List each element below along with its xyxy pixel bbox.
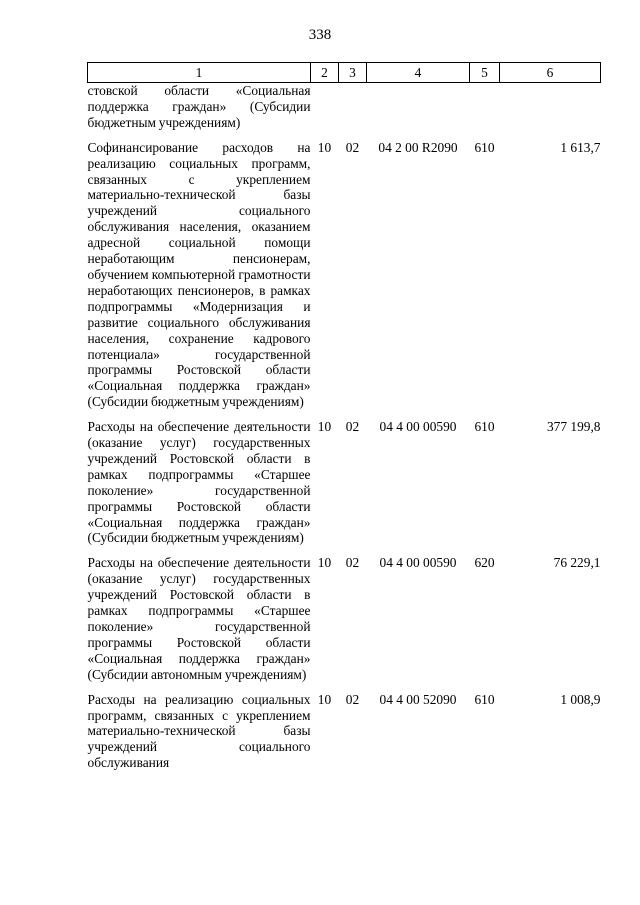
row-subsection: 02: [345, 555, 360, 571]
budget-table: [87, 62, 601, 771]
table-header-row: [88, 63, 601, 83]
table-row: [88, 131, 601, 410]
row-amount: 377 199,8: [546, 419, 601, 435]
row-subsection: 02: [345, 419, 360, 435]
header-col-3: 3: [339, 63, 367, 83]
header-col-5: 5: [470, 63, 500, 83]
row-section: 10: [317, 419, 332, 435]
row-target-code: 04 2 00 R2090: [378, 139, 458, 155]
row-expense-type: 620: [474, 555, 495, 571]
row-name: стовской области «Социальная поддержка граждан» (Субсидии бюджетным учреждениям): [87, 83, 311, 130]
table-row: [88, 410, 601, 546]
row-amount: 1 008,9: [560, 691, 601, 707]
row-section: [311, 83, 339, 131]
header-col-2: 2: [311, 63, 339, 83]
row-expense-type: [470, 83, 500, 131]
header-col-1: 1: [88, 63, 311, 83]
row-amount: 76 229,1: [553, 555, 601, 571]
header-col-4: 4: [367, 63, 470, 83]
row-expense-type: 610: [474, 139, 495, 155]
row-amount: [500, 83, 601, 131]
table-row: [88, 83, 601, 131]
table-row: [88, 546, 601, 682]
row-section: 10: [317, 691, 332, 707]
row-section: 10: [317, 555, 332, 571]
row-name: Расходы на обеспечение деятельности (оказание услуг) государственных учреждений Ростовской области в рамках подпрограммы «Старшее поколение» государственной программы Ростовской области «Социальная поддержка граждан» (Субсидии бюджетным учреждениям): [87, 419, 311, 546]
row-target-code: 04 4 00 00590: [379, 555, 457, 571]
row-section: 10: [317, 139, 332, 155]
row-subsection: 02: [345, 691, 360, 707]
header-col-6: 6: [500, 63, 601, 83]
row-amount: 1 613,7: [560, 139, 601, 155]
row-target-code: [367, 83, 470, 131]
row-subsection: 02: [345, 139, 360, 155]
row-name: Софинансирование расходов на реализацию социальных программ, связанных с укреплением материально-технической базы учреждений социального обслуживания населения, оказанием адресной социальной помощи неработающим пенсионерам, обучением компьютерной грамотности неработающих пенсионеров, в рамках подпрограммы «Модернизация и развитие социального обслуживания населения, сохранение кадрового потенциала» государственной программы Ростовской области «Социальная поддержка граждан» (Субсидии бюджетным учреждениям): [87, 139, 311, 410]
row-expense-type: 610: [474, 691, 495, 707]
row-expense-type: 610: [474, 419, 495, 435]
row-name: Расходы на обеспечение деятельности (оказание услуг) государственных учреждений Ростовской области в рамках подпрограммы «Старшее поколение» государственной программы Ростовской области «Социальная поддержка граждан» (Субсидии автономным учреждениям): [87, 555, 311, 682]
row-name: Расходы на реализацию социальных программ, связанных с укреплением материально-технической базы учреждений социального обслуживания: [87, 691, 311, 771]
row-target-code: 04 4 00 00590: [379, 419, 457, 435]
page-number: 338: [308, 27, 332, 43]
row-subsection: [339, 83, 367, 131]
table-row: [88, 683, 601, 772]
row-target-code: 04 4 00 52090: [379, 691, 457, 707]
